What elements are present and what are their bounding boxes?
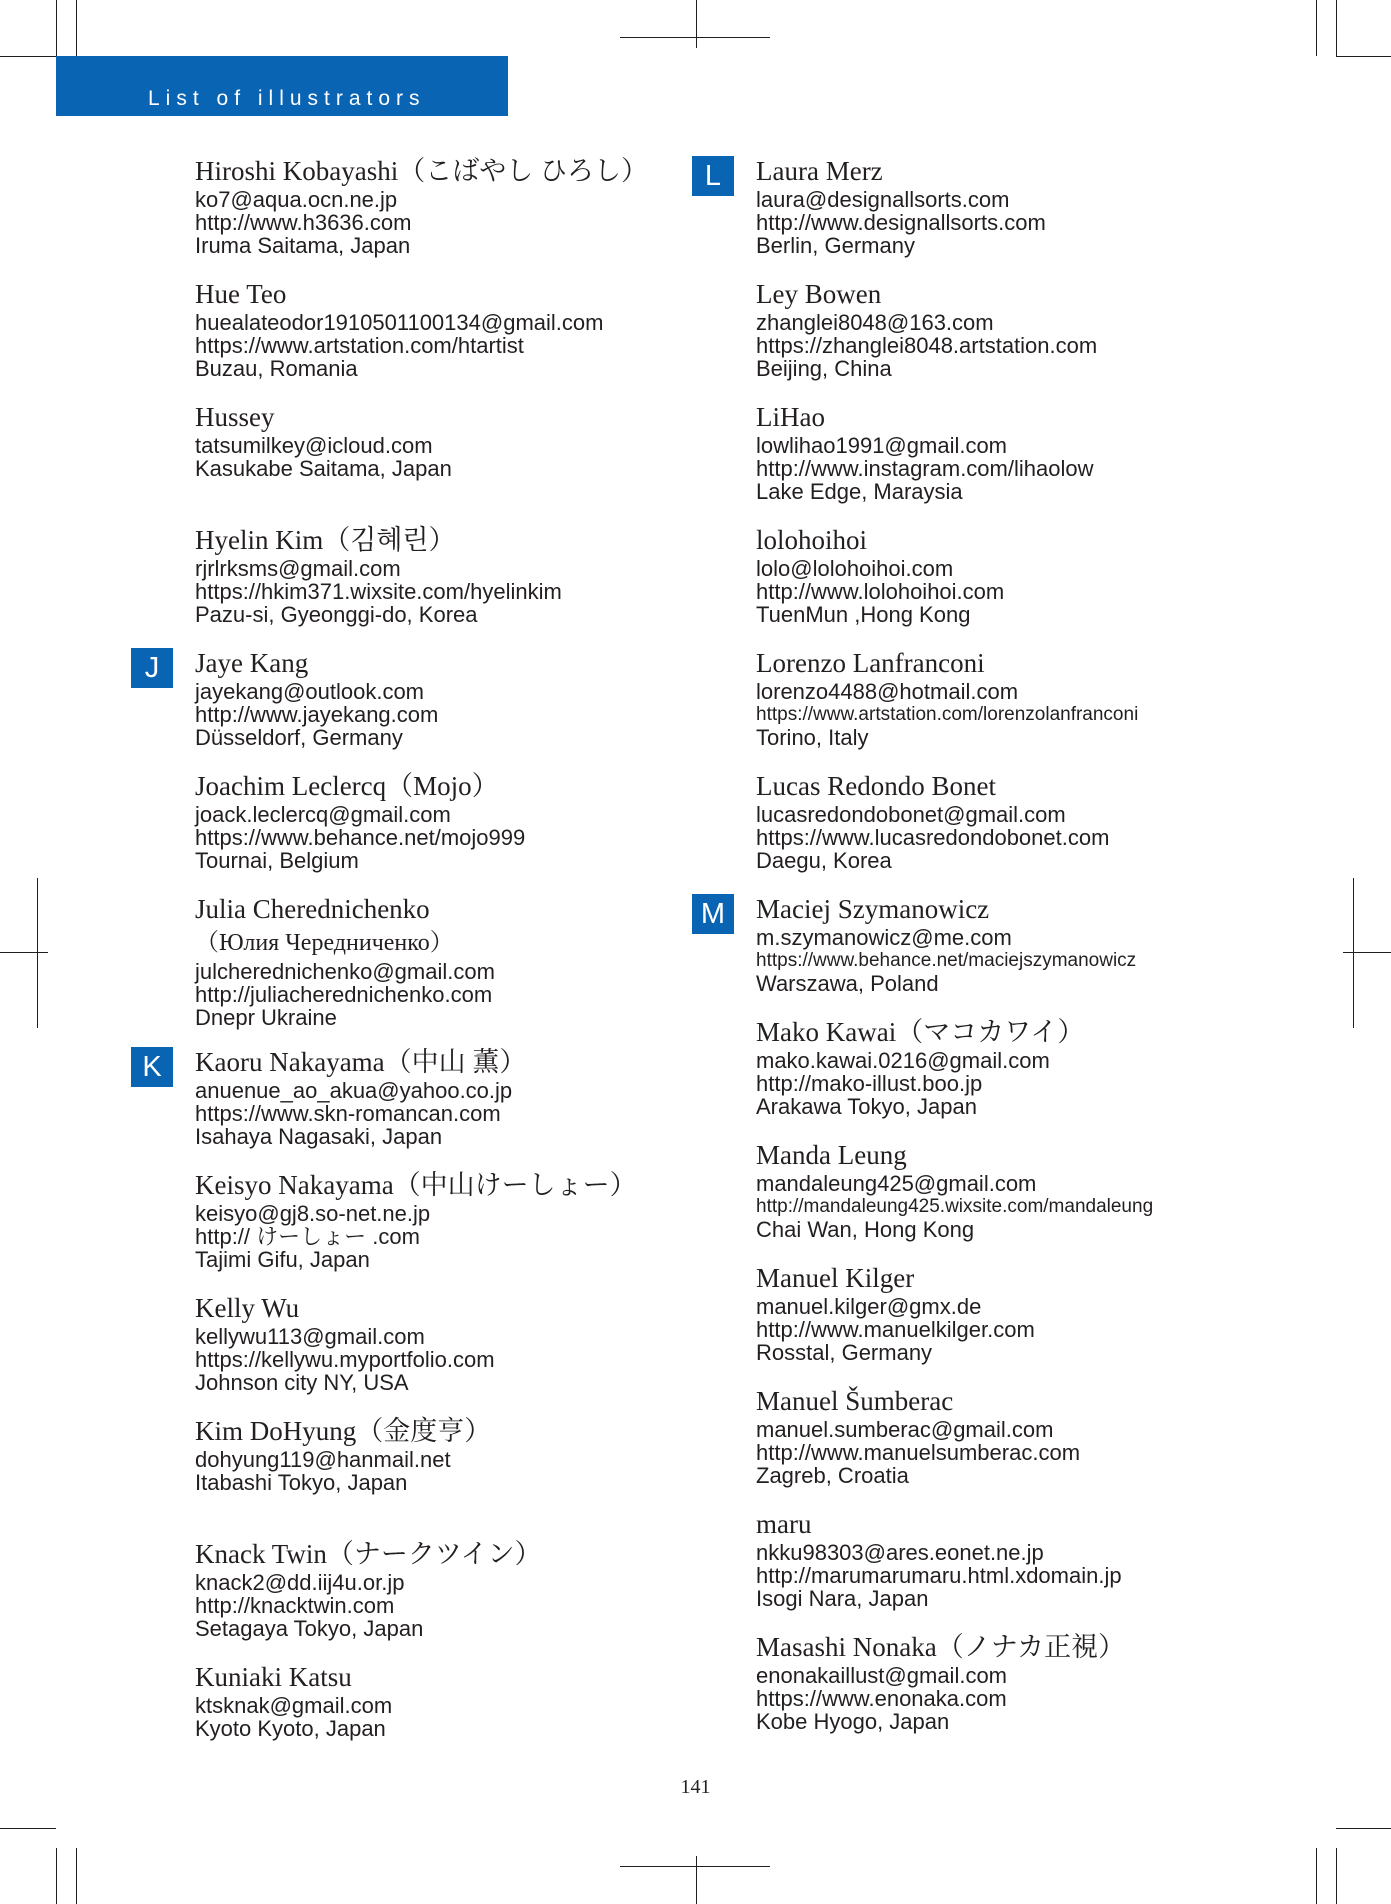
illustrator-website[interactable]: http://www.manuelsumberac.com (756, 1440, 1081, 1465)
illustrator-website[interactable]: https://zhanglei8048.artstation.com (756, 333, 1098, 358)
illustrator-name: Hyelin Kim（김혜린） (195, 525, 456, 555)
illustrator-website[interactable]: https://www.behance.net/maciejszymanowicz (756, 950, 1137, 971)
illustrator-location: Daegu, Korea (756, 848, 892, 873)
illustrator-email[interactable]: manuel.sumberac@gmail.com (756, 1417, 1054, 1442)
illustrator-entry (756, 277, 1316, 400)
illustrator-name: Manuel Kilger (756, 1263, 915, 1293)
illustrator-name: Keisyo Nakayama（中山けーしょー） (195, 1170, 637, 1200)
illustrator-name: Hiroshi Kobayashi（こばやし ひろし） (195, 156, 648, 186)
illustrator-location: Arakawa Tokyo, Japan (756, 1094, 977, 1119)
illustrator-location: Tournai, Belgium (195, 848, 359, 873)
illustrator-email[interactable]: julcherednichenko@gmail.com (195, 959, 495, 984)
illustrator-website[interactable]: http://www.manuelkilger.com (756, 1317, 1035, 1342)
illustrator-entry (195, 1537, 755, 1660)
illustrator-name: Hue Teo (195, 279, 287, 309)
illustrator-location: Buzau, Romania (195, 356, 358, 381)
illustrator-entry (195, 1291, 755, 1414)
illustrator-name: lolohoihoi (756, 525, 868, 555)
illustrator-location: TuenMun ,Hong Kong (756, 602, 971, 627)
illustrator-email[interactable]: huealateodor1910501100134@gmail.com (195, 310, 604, 335)
illustrator-entry (195, 1414, 755, 1537)
illustrator-location: Itabashi Tokyo, Japan (195, 1470, 408, 1495)
illustrator-name: Jaye Kang (195, 648, 309, 678)
section-letter: L (692, 156, 734, 196)
illustrator-native-name: （Юлия Чередниченко） (195, 930, 454, 956)
illustrator-entry (756, 523, 1316, 646)
illustrator-website[interactable]: http://www.lolohoihoi.com (756, 579, 1005, 604)
left-column (142, 154, 755, 1783)
illustrator-entry (195, 154, 755, 277)
illustrator-name: Knack Twin（ナークツイン） (195, 1539, 542, 1569)
illustrator-email[interactable]: lucasredondobonet@gmail.com (756, 802, 1066, 827)
illustrator-location: Warszawa, Poland (756, 971, 939, 996)
header-bar (56, 56, 508, 116)
illustrator-website[interactable]: https://www.artstation.com/lorenzolanfranconi (756, 704, 1139, 725)
illustrator-website[interactable]: http://www.h3636.com (195, 210, 412, 235)
illustrator-email[interactable]: keisyo@gj8.so-net.ne.jp (195, 1201, 431, 1226)
illustrator-location: Beijing, China (756, 356, 892, 381)
illustrator-location: Lake Edge, Maraysia (756, 479, 963, 504)
illustrator-location: Isahaya Nagasaki, Japan (195, 1124, 443, 1149)
illustrator-name: Manda Leung (756, 1140, 907, 1170)
page-number: 141 (680, 1776, 711, 1798)
illustrator-website[interactable]: http://juliacherednichenko.com (195, 982, 493, 1007)
illustrator-email[interactable]: kellywu113@gmail.com (195, 1324, 425, 1349)
illustrator-email[interactable]: tatsumilkey@icloud.com (195, 433, 433, 458)
illustrator-location: Isogi Nara, Japan (756, 1586, 929, 1611)
illustrator-location: Berlin, Germany (756, 233, 915, 258)
illustrator-entry (195, 892, 755, 1045)
right-column (700, 154, 1316, 1753)
illustrator-entry (756, 1630, 1316, 1753)
illustrator-name: Joachim Leclercq（Mojo） (195, 771, 499, 801)
illustrator-location: Kasukabe Saitama, Japan (195, 456, 452, 481)
illustrator-email[interactable]: nkku98303@ares.eonet.ne.jp (756, 1540, 1044, 1565)
section-letter: K (131, 1047, 173, 1087)
illustrator-website[interactable]: https://www.lucasredondobonet.com (756, 825, 1110, 850)
illustrator-email[interactable]: lolo@lolohoihoi.com (756, 556, 954, 581)
illustrator-website[interactable]: https://www.artstation.com/htartist (195, 333, 524, 358)
header-title: List of illustrators (148, 87, 426, 110)
illustrator-location: Torino, Italy (756, 725, 869, 750)
illustrator-email[interactable]: manuel.kilger@gmx.de (756, 1294, 982, 1319)
illustrator-location: Zagreb, Croatia (756, 1463, 909, 1488)
illustrator-email[interactable]: m.szymanowicz@me.com (756, 925, 1012, 950)
illustrator-entry (756, 1507, 1316, 1630)
illustrator-email[interactable]: laura@designallsorts.com (756, 187, 1010, 212)
illustrator-location: Düsseldorf, Germany (195, 725, 403, 750)
illustrator-email[interactable]: rjrlrksms@gmail.com (195, 556, 401, 581)
illustrator-entry (756, 769, 1316, 892)
illustrator-entry (195, 277, 755, 400)
illustrator-location: Tajimi Gifu, Japan (195, 1247, 370, 1272)
illustrator-location: Setagaya Tokyo, Japan (195, 1616, 424, 1641)
illustrator-name: Manuel Šumberac (756, 1386, 954, 1416)
illustrator-website[interactable]: http://www.instagram.com/lihaolow (756, 456, 1094, 481)
illustrator-location: Iruma Saitama, Japan (195, 233, 411, 258)
illustrator-name: Kuniaki Katsu (195, 1662, 352, 1692)
illustrator-entry (195, 1168, 755, 1291)
illustrator-name: Hussey (195, 402, 275, 432)
illustrator-entry (756, 1015, 1316, 1138)
illustrator-entry (704, 154, 1316, 277)
illustrator-entry (700, 892, 1316, 1015)
illustrator-name: Maciej Szymanowicz (756, 894, 990, 924)
illustrator-location: Chai Wan, Hong Kong (756, 1217, 975, 1242)
illustrator-entry (756, 1261, 1316, 1384)
illustrator-name: Kim DoHyung（金度亨） (195, 1416, 492, 1446)
illustrator-name: Mako Kawai（マコカワイ） (756, 1017, 1085, 1047)
illustrator-email[interactable]: ktsknak@gmail.com (195, 1693, 393, 1718)
illustrator-website[interactable]: http://marumarumaru.html.xdomain.jp (756, 1563, 1122, 1588)
illustrator-name: Laura Merz (756, 156, 883, 186)
illustrator-location: Kyoto Kyoto, Japan (195, 1716, 386, 1741)
illustrator-location: Dnepr Ukraine (195, 1005, 337, 1030)
illustrator-name: Kaoru Nakayama（中山 薫） (195, 1047, 527, 1077)
illustrator-email[interactable]: lorenzo4488@hotmail.com (756, 679, 1019, 704)
illustrator-website[interactable]: https://kellywu.myportfolio.com (195, 1347, 495, 1372)
illustrator-email[interactable]: joack.leclercq@gmail.com (195, 802, 451, 827)
illustrator-email[interactable]: dohyung119@hanmail.net (195, 1447, 451, 1472)
illustrator-entry (756, 400, 1316, 523)
illustrator-email[interactable]: jayekang@outlook.com (195, 679, 425, 704)
illustrator-entry (144, 646, 755, 769)
illustrator-entry (195, 523, 755, 646)
illustrator-entry (756, 646, 1316, 769)
illustrator-entry (195, 1660, 755, 1783)
illustrator-name: Kelly Wu (195, 1293, 300, 1323)
illustrator-website[interactable]: https://www.behance.net/mojo999 (195, 825, 526, 850)
illustrator-location: Pazu-si, Gyeonggi-do, Korea (195, 602, 478, 627)
section-letter: J (131, 648, 173, 688)
illustrator-name: Ley Bowen (756, 279, 882, 309)
illustrator-entry (756, 1138, 1316, 1261)
illustrator-email[interactable]: knack2@dd.iij4u.or.jp (195, 1570, 405, 1595)
illustrator-location: Kobe Hyogo, Japan (756, 1709, 950, 1734)
illustrator-email[interactable]: mako.kawai.0216@gmail.com (756, 1048, 1050, 1073)
illustrator-website[interactable]: http:// けーしょー .com (195, 1224, 420, 1249)
illustrator-entry (142, 1045, 755, 1168)
illustrator-email[interactable]: anuenue_ao_akua@yahoo.co.jp (195, 1078, 513, 1103)
illustrator-website[interactable]: http://mandaleung425.wixsite.com/mandaleung (756, 1196, 1154, 1217)
illustrator-name: maru (756, 1509, 812, 1539)
illustrator-email[interactable]: ko7@aqua.ocn.ne.jp (195, 187, 398, 212)
illustrator-location: Johnson city NY, USA (195, 1370, 409, 1395)
illustrator-email[interactable]: zhanglei8048@163.com (756, 310, 994, 335)
illustrator-name: Lucas Redondo Bonet (756, 771, 996, 801)
illustrator-entry (195, 769, 755, 892)
illustrator-website[interactable]: http://www.designallsorts.com (756, 210, 1046, 235)
illustrator-website[interactable]: http://knacktwin.com (195, 1593, 395, 1618)
illustrator-email[interactable]: lowlihao1991@gmail.com (756, 433, 1008, 458)
illustrator-entry (756, 1384, 1316, 1507)
illustrator-website[interactable]: https://www.enonaka.com (756, 1686, 1007, 1711)
illustrator-entry (195, 400, 755, 523)
illustrator-name: LiHao (756, 402, 825, 432)
illustrator-website[interactable]: https://www.skn-romancan.com (195, 1101, 501, 1126)
illustrator-location: Rosstal, Germany (756, 1340, 933, 1365)
illustrator-website[interactable]: http://mako-illust.boo.jp (756, 1071, 983, 1096)
illustrator-name: Lorenzo Lanfranconi (756, 648, 985, 678)
illustrator-website[interactable]: https://hkim371.wixsite.com/hyelinkim (195, 579, 562, 604)
illustrator-name: Julia Cherednichenko (195, 894, 430, 924)
illustrator-website[interactable]: http://www.jayekang.com (195, 702, 439, 727)
section-letter: M (692, 894, 734, 934)
illustrator-name: Masashi Nonaka（ノナカ正視） (756, 1632, 1126, 1662)
illustrator-email[interactable]: enonakaillust@gmail.com (756, 1663, 1008, 1688)
illustrator-email[interactable]: mandaleung425@gmail.com (756, 1171, 1037, 1196)
